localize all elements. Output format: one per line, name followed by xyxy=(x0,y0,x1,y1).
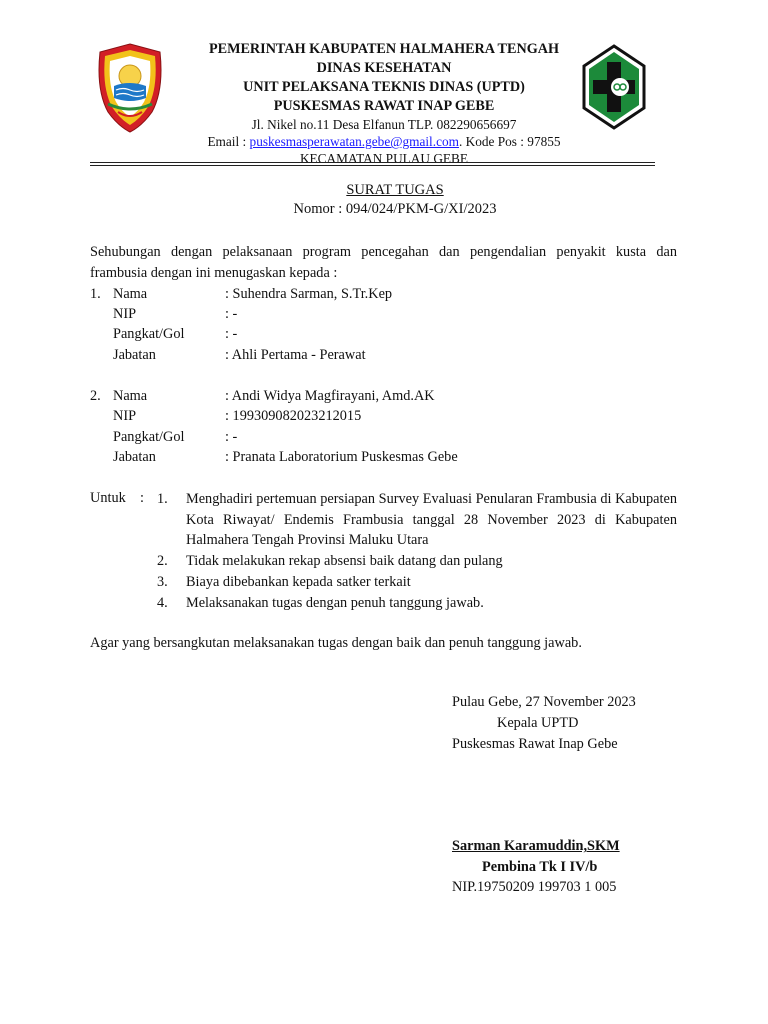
district-line: KECAMATAN PULAU GEBE xyxy=(299,151,469,166)
signatory-rank: Pembina Tk I IV/b xyxy=(482,859,598,875)
field-value: : Suhendra Sarman, S.Tr.Kep xyxy=(225,286,393,302)
letter-number: Nomor : 094/024/PKM-G/XI/2023 xyxy=(293,201,497,217)
field-label: Jabatan xyxy=(113,449,156,465)
field-label: NIP xyxy=(113,408,137,424)
regency-shield-emblem-icon xyxy=(94,42,166,134)
email-link[interactable]: puskesmasperawatan.gebe@gmail.com xyxy=(249,134,459,149)
field-label: NIP xyxy=(113,306,137,322)
person-number: 2. xyxy=(90,388,101,404)
address-line: Jl. Nikel no.11 Desa Elfanun TLP. 082290656697 xyxy=(251,117,517,132)
person-number: 1. xyxy=(90,286,101,302)
field-value: : Ahli Pertama - Perawat xyxy=(225,347,366,363)
task-number: 1. xyxy=(157,491,168,507)
task-item xyxy=(157,593,677,614)
field-label: Pangkat/Gol xyxy=(113,326,185,342)
field-value: : - xyxy=(225,326,238,342)
letterhead xyxy=(180,40,588,167)
contact-line xyxy=(180,133,588,150)
signatory-nip: NIP.19750209 199703 1 005 xyxy=(452,879,617,895)
agency-title: DINAS KESEHATAN xyxy=(316,60,452,76)
closing-paragraph: Agar yang bersangkutan melaksanakan tugas dengan baik dan penuh tanggung jawab. xyxy=(90,635,582,651)
government-title: PEMERINTAH KABUPATEN HALMAHERA TENGAH xyxy=(208,41,560,57)
field-label: Jabatan xyxy=(113,347,156,363)
task-item xyxy=(157,551,677,572)
field-value: : - xyxy=(225,306,238,322)
field-label: Pangkat/Gol xyxy=(113,429,185,445)
intro-paragraph: Sehubungan dengan pelaksanaan program pencegahan dan pengendalian penyakit kusta dan frambusia dengan ini menugaskan kepada : xyxy=(90,244,677,281)
unit-title: UNIT PELAKSANA TEKNIS DINAS (UPTD) xyxy=(243,79,525,95)
signature-place-date: Pulau Gebe, 27 November 2023 xyxy=(452,694,636,710)
field-label: Nama xyxy=(113,286,148,302)
signature-position: Kepala UPTD xyxy=(497,715,579,731)
puskesmas-cross-logo-icon xyxy=(580,44,648,130)
header-divider-bottom xyxy=(90,165,655,166)
field-value: : Andi Widya Magfirayani, Amd.AK xyxy=(225,388,435,404)
letter-title: SURAT TUGAS xyxy=(346,182,444,198)
signatory-name: Sarman Karamuddin,SKM xyxy=(452,838,620,854)
task-number: 4. xyxy=(157,595,168,611)
task-item xyxy=(157,489,677,551)
task-text: Tidak melakukan rekap absensi baik datang dan pulang xyxy=(186,553,503,569)
letter-heading xyxy=(0,182,768,218)
task-number: 3. xyxy=(157,574,168,590)
tasks-label: Untuk xyxy=(90,490,126,506)
tasks-colon: : xyxy=(140,490,144,506)
task-text: Biaya dibebankan kepada satker terkait xyxy=(186,574,411,590)
task-text: Melaksanakan tugas dengan penuh tanggung jawab. xyxy=(186,595,484,611)
field-label: Nama xyxy=(113,388,148,404)
facility-title: PUSKESMAS RAWAT INAP GEBE xyxy=(273,98,495,114)
postal-code: . Kode Pos : 97855 xyxy=(458,134,561,149)
email-label: Email : xyxy=(207,134,250,149)
task-item xyxy=(157,572,677,593)
field-value: : 199309082023212015 xyxy=(225,408,362,424)
field-value: : Pranata Laboratorium Puskesmas Gebe xyxy=(225,449,458,465)
field-value: : - xyxy=(225,429,238,445)
header-divider-top xyxy=(90,162,655,163)
task-text: Menghadiri pertemuan persiapan Survey Evaluasi Penularan Frambusia di Kabupaten Kota Riwayat/ Endemis Frambusia tanggal 28 November 2023 di Kabupaten Halmahera Tengah Provinsi Maluku Utara xyxy=(186,491,677,548)
signature-office: Puskesmas Rawat Inap Gebe xyxy=(452,736,618,752)
task-number: 2. xyxy=(157,553,168,569)
